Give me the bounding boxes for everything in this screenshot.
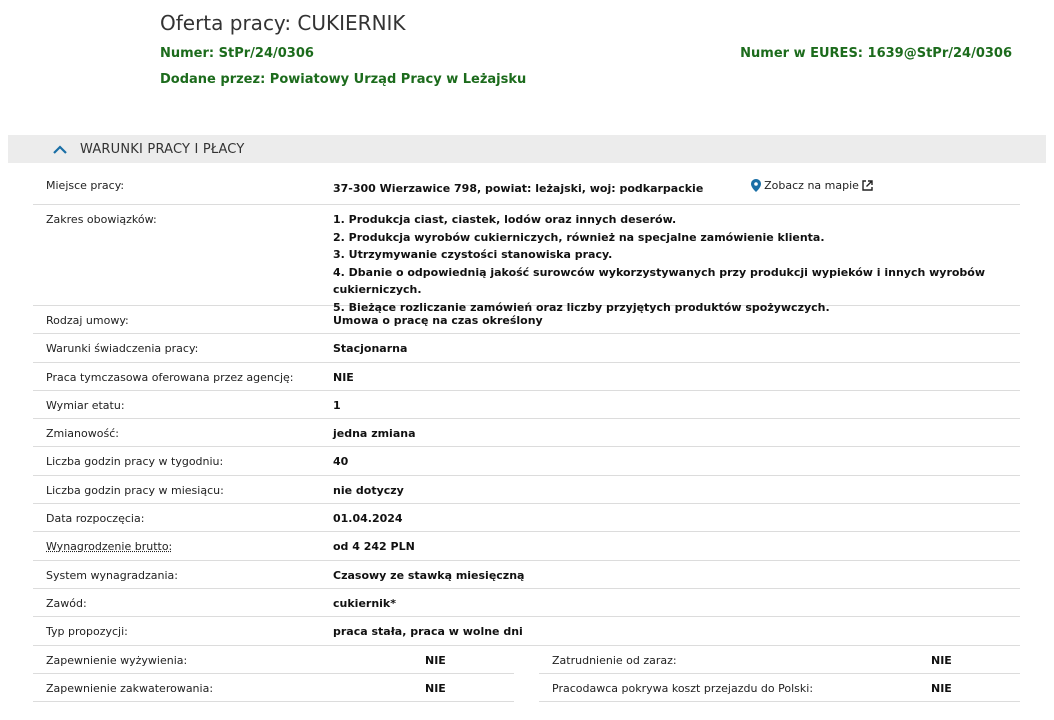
table-row xyxy=(33,532,1020,560)
table-row xyxy=(33,205,1020,314)
row-value: Stacjonarna xyxy=(333,342,408,356)
offer-header xyxy=(160,10,1012,89)
external-link-icon xyxy=(862,180,873,191)
row-label: Zatrudnienie od zaraz: xyxy=(552,653,677,667)
table-row xyxy=(33,363,1020,391)
map-link-label[interactable]: Zobacz na mapie xyxy=(764,179,859,192)
table-row xyxy=(33,419,1020,447)
row-label: Typ propozycji: xyxy=(46,625,128,639)
row-value: NIE xyxy=(425,653,446,667)
row-value: NIE xyxy=(931,653,952,667)
table-row xyxy=(539,674,1020,702)
show-on-map-link[interactable] xyxy=(751,179,873,192)
row-value: Umowa o pracę na czas określony xyxy=(333,314,543,327)
chevron-up-icon[interactable] xyxy=(44,135,76,163)
table-row xyxy=(33,617,1020,645)
offer-number xyxy=(160,45,314,63)
duty-item: 5. Bieżące rozliczanie zamówień oraz liczby przyjętych produktów spożywczych. xyxy=(333,300,830,314)
page-title: Oferta pracy: CUKIERNIK xyxy=(160,11,406,35)
added-by xyxy=(160,71,1012,89)
offer-number-label: Numer: xyxy=(160,46,215,61)
table-row xyxy=(33,447,1020,475)
right-column xyxy=(539,646,1020,703)
duties-list xyxy=(333,205,1020,314)
table-row xyxy=(33,171,1020,205)
row-value: NIE xyxy=(425,681,446,695)
table-row xyxy=(33,561,1020,589)
salary-tooltip-label[interactable]: Wynagrodzenie brutto: xyxy=(46,540,173,554)
added-by-value: Powiatowy Urząd Pracy w Leżajsku xyxy=(269,72,527,87)
duty-item: 4. Dbanie o odpowiednią jakość surowców wykorzystywanych przy produkcji wypieków i innych wyrobów cukierniczych. xyxy=(333,265,986,297)
row-label: System wynagradzania: xyxy=(46,568,178,582)
row-label: Wymiar etatu: xyxy=(46,398,125,412)
eures-number xyxy=(740,45,1012,63)
section-title: WARUNKI PRACY I PŁACY xyxy=(80,141,245,157)
row-label: Zapewnienie zakwaterowania: xyxy=(46,681,214,695)
row-value: 40 xyxy=(333,455,349,469)
row-label: Zawód: xyxy=(46,596,87,610)
eures-number-label: Numer w EURES: xyxy=(740,46,863,61)
row-label: Zmianowość: xyxy=(46,427,119,441)
row-value: NIE xyxy=(333,370,354,384)
row-value: jedna zmiana xyxy=(333,427,416,441)
table-row xyxy=(33,391,1020,419)
table-row xyxy=(33,589,1020,617)
row-label: Miejsce pracy: xyxy=(46,179,125,192)
row-value: nie dotyczy xyxy=(333,483,404,497)
row-label: Data rozpoczęcia: xyxy=(46,512,145,526)
table-row xyxy=(33,674,514,702)
row-label: Zapewnienie wyżywienia: xyxy=(46,653,188,667)
offer-number-value: StPr/24/0306 xyxy=(218,46,314,61)
row-label: Warunki świadczenia pracy: xyxy=(46,342,199,356)
row-value: cukiernik* xyxy=(333,596,396,610)
row-value xyxy=(333,171,1020,204)
table-row xyxy=(33,306,1020,334)
duty-item: 1. Produkcja ciast, ciastek, lodów oraz innych deserów. xyxy=(333,213,677,226)
table-row xyxy=(539,646,1020,674)
work-conditions-table xyxy=(33,171,1020,702)
map-pin-icon xyxy=(751,179,761,192)
duty-item: 2. Produkcja wyrobów cukierniczych, również na specjalne zamówienie klienta. xyxy=(333,230,825,244)
row-label: Rodzaj umowy: xyxy=(46,314,129,327)
row-label: Pracodawca pokrywa koszt przejazdu do Polski: xyxy=(552,681,814,695)
offer-numbers xyxy=(160,45,1012,63)
two-column-rows xyxy=(33,646,1020,703)
location-address: 37-300 Wierzawice 798, powiat: leżajski, woj: podkarpackie xyxy=(333,182,704,195)
table-row xyxy=(33,504,1020,532)
row-value: 1 xyxy=(333,398,341,412)
row-value: 01.04.2024 xyxy=(333,512,403,526)
table-row xyxy=(33,334,1020,362)
row-label: Liczba godzin pracy w miesiącu: xyxy=(46,483,224,497)
table-row xyxy=(33,476,1020,504)
row-value: NIE xyxy=(931,681,952,695)
section-header-work-conditions[interactable] xyxy=(8,135,1046,163)
added-by-label: Dodane przez: xyxy=(160,72,266,87)
row-label: Praca tymczasowa oferowana przez agencję: xyxy=(46,370,294,384)
left-column xyxy=(33,646,514,703)
row-value: Czasowy ze stawką miesięczną xyxy=(333,568,525,582)
table-row xyxy=(33,646,514,674)
row-label: Zakres obowiązków: xyxy=(46,213,157,226)
row-value: praca stała, praca w wolne dni xyxy=(333,625,523,639)
duty-item: 3. Utrzymywanie czystości stanowiska pracy. xyxy=(333,248,613,262)
eures-number-value: 1639@StPr/24/0306 xyxy=(867,46,1012,61)
row-label: Liczba godzin pracy w tygodniu: xyxy=(46,455,224,469)
row-value: od 4 242 PLN xyxy=(333,540,415,554)
